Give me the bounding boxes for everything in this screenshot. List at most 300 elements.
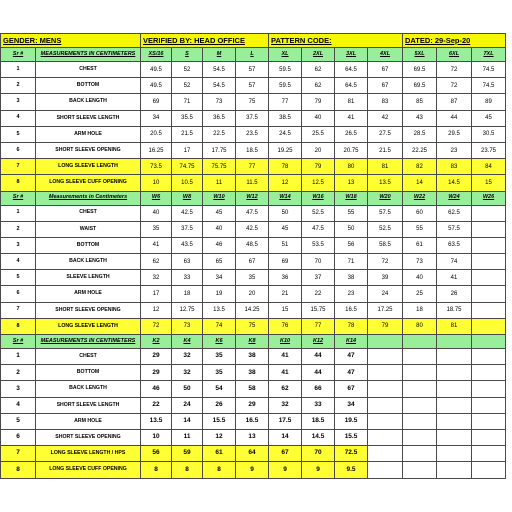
measurement-value: 10	[141, 429, 172, 445]
measurement-value: 72	[437, 78, 472, 94]
size-header: W22	[403, 191, 437, 205]
measurement-value: 83	[437, 159, 472, 175]
measurement-label: CHEST	[36, 62, 141, 78]
measurement-value	[472, 254, 506, 270]
measurement-value	[403, 365, 437, 381]
row-number: 1	[1, 62, 36, 78]
measurement-value: 56	[335, 237, 368, 253]
measurement-value: 61	[203, 446, 236, 462]
measurement-row	[1, 62, 506, 78]
measurement-value	[403, 381, 437, 397]
measurement-value: 45	[269, 221, 302, 237]
measurement-row	[1, 94, 506, 110]
size-header: W14	[269, 191, 302, 205]
measurement-value: 32	[172, 365, 203, 381]
measurement-row	[1, 175, 506, 191]
measurement-row	[1, 270, 506, 286]
measurement-label: SHORT SLEEVE OPENING	[36, 142, 141, 158]
measurement-label: LONG SLEEVE CUFF OPENING	[36, 462, 141, 478]
measurement-value: 45	[203, 205, 236, 221]
measurement-value: 81	[437, 318, 472, 334]
measurement-value: 71	[335, 254, 368, 270]
measurement-value: 21.5	[172, 126, 203, 142]
measurement-value	[472, 270, 506, 286]
measurement-value: 18	[172, 286, 203, 302]
measurement-value: 67	[335, 381, 368, 397]
measurement-value: 59.5	[269, 78, 302, 94]
size-header: 4XL	[368, 48, 403, 62]
measurement-value: 73	[172, 318, 203, 334]
measurement-value: 84	[472, 159, 506, 175]
measurement-value: 17.75	[203, 142, 236, 158]
measurement-value: 22	[141, 397, 172, 413]
row-number: 4	[1, 397, 36, 413]
row-number: 7	[1, 302, 36, 318]
size-header	[472, 335, 506, 349]
measurement-value: 20	[236, 286, 269, 302]
measurement-value: 14.5	[302, 429, 335, 445]
measurement-value: 41	[269, 365, 302, 381]
measurement-value: 13.5	[203, 302, 236, 318]
measurement-value: 64.5	[335, 62, 368, 78]
measurement-value: 52.5	[368, 221, 403, 237]
measurement-value: 56	[141, 446, 172, 462]
measurement-value: 54.5	[203, 62, 236, 78]
measurement-value	[472, 397, 506, 413]
measurement-value: 69.5	[403, 62, 437, 78]
measurement-value: 37	[302, 270, 335, 286]
measurement-value: 39	[368, 270, 403, 286]
measurement-label: SHORT SLEEVE LENGTH	[36, 110, 141, 126]
measurement-value	[437, 429, 472, 445]
measurement-value: 17	[172, 142, 203, 158]
measurement-value: 80	[403, 318, 437, 334]
measurement-value	[437, 381, 472, 397]
womens-section	[1, 191, 506, 335]
measurement-value: 47	[335, 365, 368, 381]
measurement-value: 16.5	[236, 413, 269, 429]
measurement-value: 48.5	[236, 237, 269, 253]
measurement-value: 44	[302, 349, 335, 365]
row-number: 6	[1, 429, 36, 445]
size-header-row	[1, 335, 506, 349]
size-header: 3XL	[335, 48, 368, 62]
measurement-value: 38	[236, 349, 269, 365]
measurement-value: 23	[335, 286, 368, 302]
measurement-value	[403, 446, 437, 462]
measurement-label: SHORT SLEEVE OPENING	[36, 429, 141, 445]
kids-section	[1, 335, 506, 479]
measurement-value: 10	[141, 175, 172, 191]
measurement-value: 69	[269, 254, 302, 270]
measurement-value: 26	[203, 397, 236, 413]
size-header: K4	[172, 335, 203, 349]
measurement-value: 27.5	[368, 126, 403, 142]
measurement-label: BOTTOM	[36, 78, 141, 94]
measurement-value: 42.5	[172, 205, 203, 221]
size-header: W12	[236, 191, 269, 205]
measurement-label: WAIST	[36, 221, 141, 237]
measurement-row	[1, 318, 506, 334]
measurement-value	[472, 413, 506, 429]
measurement-value: 35	[236, 270, 269, 286]
sr-header: Sr #	[1, 191, 36, 205]
measurement-value	[437, 413, 472, 429]
measurement-value: 57	[236, 78, 269, 94]
measurement-value: 49.5	[141, 62, 172, 78]
measurement-value	[437, 462, 472, 478]
size-header	[437, 335, 472, 349]
row-number: 8	[1, 462, 36, 478]
measurement-value: 13	[335, 175, 368, 191]
measurement-value	[368, 349, 403, 365]
measurement-label: BACK LENGTH	[36, 94, 141, 110]
size-header: 5XL	[403, 48, 437, 62]
measurement-value: 24	[368, 286, 403, 302]
measurement-value: 14	[172, 413, 203, 429]
measurement-row	[1, 254, 506, 270]
measurement-value: 22.25	[403, 142, 437, 158]
measurement-value	[472, 302, 506, 318]
measurement-value: 40	[403, 270, 437, 286]
measurement-label: LONG SLEEVE LENGTH	[36, 159, 141, 175]
measurement-value	[368, 429, 403, 445]
measurement-value	[472, 349, 506, 365]
measurement-value: 36	[269, 270, 302, 286]
measurement-label: BACK LENGTH	[36, 381, 141, 397]
measurement-value: 80	[335, 159, 368, 175]
measurement-value: 77	[236, 159, 269, 175]
row-number: 5	[1, 270, 36, 286]
size-header: K6	[203, 335, 236, 349]
measurement-value: 33	[172, 270, 203, 286]
row-number: 2	[1, 365, 36, 381]
measurement-value: 13.5	[141, 413, 172, 429]
measurement-label: ARM HOLE	[36, 126, 141, 142]
size-header: W26	[472, 191, 506, 205]
measurement-value	[437, 365, 472, 381]
measurement-value: 51	[269, 237, 302, 253]
measurement-value: 34	[335, 397, 368, 413]
measurement-value: 67	[269, 446, 302, 462]
measurement-label: SHORT SLEEVE LENGTH	[36, 397, 141, 413]
measurement-value: 47.5	[302, 221, 335, 237]
measurement-label: LONG SLEEVE LENGTH / HPS	[36, 446, 141, 462]
measurement-value: 57	[236, 62, 269, 78]
measurement-value: 75	[236, 318, 269, 334]
measurement-row	[1, 126, 506, 142]
measurement-value: 34	[203, 270, 236, 286]
measurement-value: 20.75	[335, 142, 368, 158]
measurement-label: ARM HOLE	[36, 286, 141, 302]
measurement-row	[1, 397, 506, 413]
measurement-value: 22.5	[203, 126, 236, 142]
size-header: W6	[141, 191, 172, 205]
measurement-value: 30.5	[472, 126, 506, 142]
measurement-value: 25.5	[302, 126, 335, 142]
measurement-value: 46	[203, 237, 236, 253]
measurement-value: 41	[335, 110, 368, 126]
measurement-value: 13	[236, 429, 269, 445]
measurement-value	[472, 381, 506, 397]
measurement-value: 57.5	[437, 221, 472, 237]
measurement-value: 10.5	[172, 175, 203, 191]
measurement-value: 29	[141, 349, 172, 365]
measurement-value: 29.5	[437, 126, 472, 142]
size-header: K8	[236, 335, 269, 349]
measurement-value: 19.5	[335, 413, 368, 429]
measurement-value: 24.5	[269, 126, 302, 142]
measurement-value: 60	[403, 205, 437, 221]
measurement-value: 9.5	[335, 462, 368, 478]
measurement-value: 72	[141, 318, 172, 334]
measurement-value: 11	[203, 175, 236, 191]
size-header: XL	[269, 48, 302, 62]
measurement-value: 17	[141, 286, 172, 302]
measurement-value: 16.25	[141, 142, 172, 158]
measurement-value: 41	[141, 237, 172, 253]
measurement-value: 9	[236, 462, 269, 478]
measurement-value: 25	[403, 286, 437, 302]
size-header: XS/16	[141, 48, 172, 62]
measurement-value: 28.5	[403, 126, 437, 142]
measurement-value: 50	[269, 205, 302, 221]
measurement-value: 24	[172, 397, 203, 413]
measurement-value: 33	[302, 397, 335, 413]
size-header	[368, 335, 403, 349]
measurement-value	[472, 205, 506, 221]
gender-cell	[1, 34, 141, 48]
measurement-value	[368, 381, 403, 397]
measurement-value: 52.5	[302, 205, 335, 221]
measurement-value: 29	[236, 397, 269, 413]
size-header: W24	[437, 191, 472, 205]
measurement-value: 55	[335, 205, 368, 221]
measurement-value: 50	[335, 221, 368, 237]
measurement-value: 69	[141, 94, 172, 110]
pattern-code-text: PATTERN CODE:	[271, 35, 332, 45]
measurement-value: 37.5	[236, 110, 269, 126]
measurement-label: CHEST	[36, 349, 141, 365]
row-number: 6	[1, 142, 36, 158]
row-number: 6	[1, 286, 36, 302]
measurement-value: 43.5	[172, 237, 203, 253]
measurement-value	[472, 318, 506, 334]
measurement-value: 74.75	[172, 159, 203, 175]
measurement-value	[368, 462, 403, 478]
row-number: 1	[1, 349, 36, 365]
measurement-row	[1, 159, 506, 175]
measurement-value: 23.5	[236, 126, 269, 142]
measurement-row	[1, 205, 506, 221]
measurement-value: 75.75	[203, 159, 236, 175]
measurement-value: 40	[203, 221, 236, 237]
measurements-header: MEASUREMENTS IN CENTIMETERS	[36, 335, 141, 349]
measurement-value: 62	[269, 381, 302, 397]
measurement-value	[403, 462, 437, 478]
measurement-value: 64.5	[335, 78, 368, 94]
row-number: 7	[1, 446, 36, 462]
measurement-value: 32	[141, 270, 172, 286]
row-number: 5	[1, 126, 36, 142]
measurement-row	[1, 237, 506, 253]
measurement-value	[472, 365, 506, 381]
measurement-value: 8	[203, 462, 236, 478]
measurement-label: BOTTOM	[36, 237, 141, 253]
measurement-value: 78	[335, 318, 368, 334]
row-number: 8	[1, 318, 36, 334]
measurement-label: LONG SLEEVE LENGTH	[36, 318, 141, 334]
measurement-value: 71	[172, 94, 203, 110]
measurement-value: 77	[302, 318, 335, 334]
measurement-value: 52	[172, 78, 203, 94]
dated-cell	[403, 34, 506, 48]
measurement-value: 72	[368, 254, 403, 270]
measurement-value: 20.5	[141, 126, 172, 142]
measurement-value: 18	[403, 302, 437, 318]
measurement-value: 81	[368, 159, 403, 175]
measurement-value: 23	[437, 142, 472, 158]
size-header: 6XL	[437, 48, 472, 62]
size-header: W10	[203, 191, 236, 205]
measurement-value: 19	[203, 286, 236, 302]
measurement-label: LONG SLEEVE CUFF OPENING	[36, 175, 141, 191]
measurement-row	[1, 110, 506, 126]
measurement-value: 65	[203, 254, 236, 270]
measurement-value: 21.5	[368, 142, 403, 158]
measurement-value: 62	[302, 78, 335, 94]
measurement-value: 50	[172, 381, 203, 397]
measurement-value: 15	[472, 175, 506, 191]
size-chart-sheet	[0, 33, 512, 479]
measurement-row	[1, 142, 506, 158]
measurement-value: 45	[472, 110, 506, 126]
measurement-value: 32	[172, 349, 203, 365]
measurement-value: 11	[172, 429, 203, 445]
measurement-value: 53.5	[302, 237, 335, 253]
measurement-value: 9	[269, 462, 302, 478]
measurement-value: 26	[437, 286, 472, 302]
measurement-value: 67	[368, 78, 403, 94]
pattern-code-cell	[269, 34, 403, 48]
measurement-value	[472, 446, 506, 462]
row-number: 3	[1, 381, 36, 397]
measurement-value: 58	[236, 381, 269, 397]
size-header: 2XL	[302, 48, 335, 62]
size-header: 7XL	[472, 48, 506, 62]
size-header: K14	[335, 335, 368, 349]
measurement-value: 14	[403, 175, 437, 191]
measurement-value: 37.5	[172, 221, 203, 237]
measurement-value: 40	[141, 205, 172, 221]
size-header: W16	[302, 191, 335, 205]
measurement-label: SLEEVE LENGTH	[36, 270, 141, 286]
measurement-value: 14.25	[236, 302, 269, 318]
measurement-value: 67	[368, 62, 403, 78]
measurement-value: 83	[368, 94, 403, 110]
measurement-value: 16.5	[335, 302, 368, 318]
measurement-value	[368, 413, 403, 429]
row-number: 7	[1, 159, 36, 175]
measurement-value: 29	[141, 365, 172, 381]
measurement-value: 52	[172, 62, 203, 78]
measurement-value: 79	[368, 318, 403, 334]
measurement-value: 42.5	[236, 221, 269, 237]
measurement-value	[472, 237, 506, 253]
measurement-value: 12	[203, 429, 236, 445]
dated-text: DATED: 29-Sep-20	[405, 35, 471, 45]
measurement-row	[1, 221, 506, 237]
measurement-value: 42	[368, 110, 403, 126]
measurement-value: 63	[172, 254, 203, 270]
measurement-value	[472, 221, 506, 237]
measurement-value: 69.5	[403, 78, 437, 94]
measurement-value	[403, 349, 437, 365]
measurement-row	[1, 462, 506, 478]
size-header-row	[1, 48, 506, 62]
measurement-value	[437, 397, 472, 413]
measurement-value: 67	[236, 254, 269, 270]
measurement-value	[403, 429, 437, 445]
measurement-value: 15.5	[335, 429, 368, 445]
row-number: 8	[1, 175, 36, 191]
measurement-value: 8	[141, 462, 172, 478]
measurement-value	[472, 429, 506, 445]
measurement-value: 8	[172, 462, 203, 478]
row-number: 2	[1, 221, 36, 237]
measurement-value	[472, 286, 506, 302]
measurement-value: 82	[403, 159, 437, 175]
sr-header: Sr #	[1, 48, 36, 62]
measurement-value: 13.5	[368, 175, 403, 191]
size-header: W18	[335, 191, 368, 205]
measurement-value: 74	[437, 254, 472, 270]
measurements-header: Measurements in Centimeters	[36, 191, 141, 205]
measurement-value: 47.5	[236, 205, 269, 221]
row-number: 3	[1, 94, 36, 110]
measurement-value: 18.5	[236, 142, 269, 158]
measurement-value	[368, 397, 403, 413]
measurement-value: 73.5	[141, 159, 172, 175]
measurement-value: 64	[236, 446, 269, 462]
size-header	[403, 335, 437, 349]
measurement-value: 85	[403, 94, 437, 110]
measurement-value: 44	[302, 365, 335, 381]
measurement-value: 62	[302, 62, 335, 78]
mens-section	[1, 48, 506, 192]
measurement-value: 19.25	[269, 142, 302, 158]
measurement-value: 43	[403, 110, 437, 126]
measurement-value: 38	[335, 270, 368, 286]
size-header: K10	[269, 335, 302, 349]
measurement-value	[368, 365, 403, 381]
measurement-value: 54	[203, 381, 236, 397]
measurement-value: 54.5	[203, 78, 236, 94]
measurement-value: 59.5	[269, 62, 302, 78]
measurement-value: 74.5	[472, 78, 506, 94]
measurement-value: 76	[269, 318, 302, 334]
measurement-value: 77	[269, 94, 302, 110]
gender-text: GENDER: MENS	[3, 35, 62, 45]
row-number: 4	[1, 254, 36, 270]
measurement-value: 46	[141, 381, 172, 397]
measurement-value	[403, 397, 437, 413]
measurement-value: 40	[302, 110, 335, 126]
measurement-value: 72	[437, 62, 472, 78]
measurement-value: 58.5	[368, 237, 403, 253]
sr-header: Sr #	[1, 335, 36, 349]
measurement-value: 78	[269, 159, 302, 175]
